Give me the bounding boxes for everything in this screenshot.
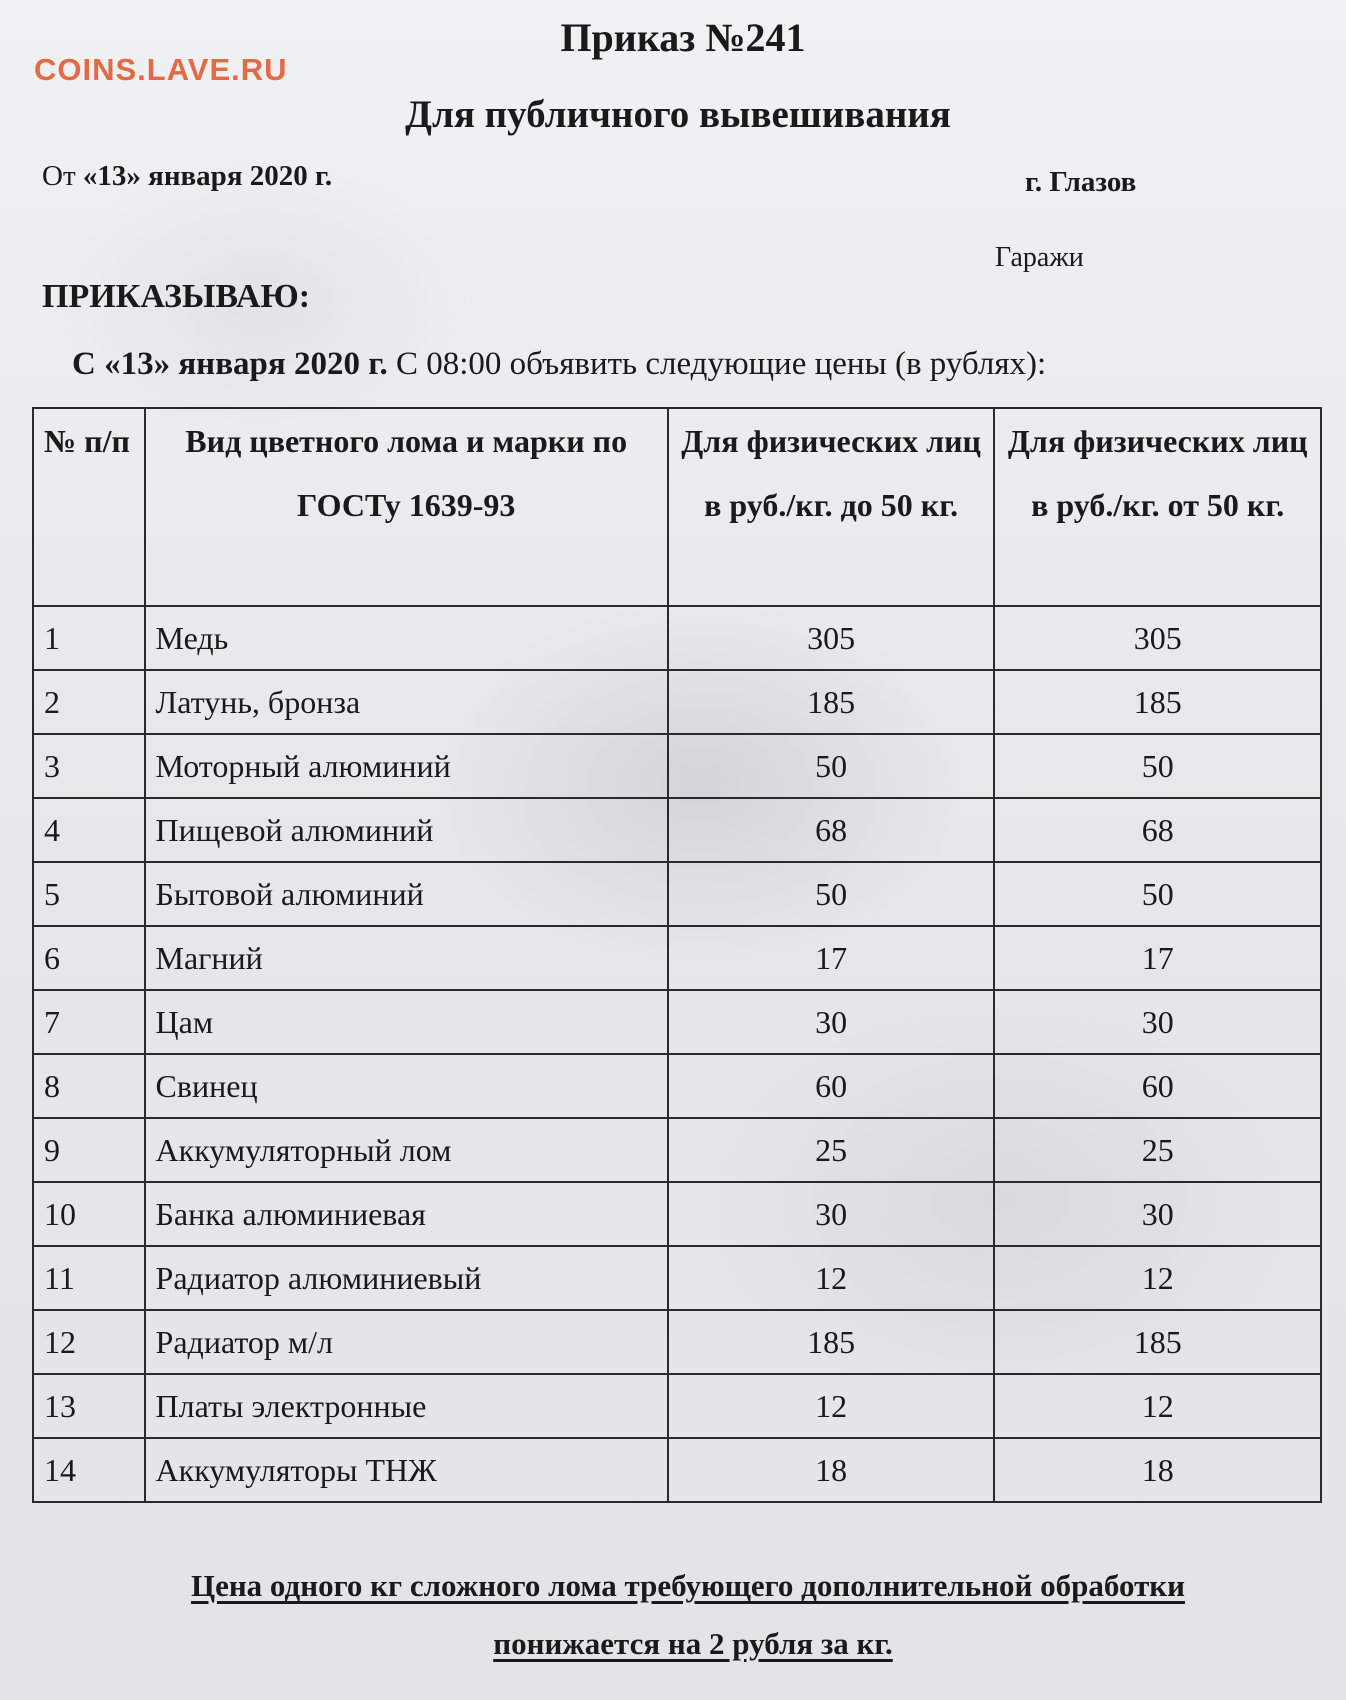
row-price-under-50: 50 xyxy=(668,862,995,926)
row-price-under-50: 185 xyxy=(668,670,995,734)
row-material: Радиатор м/л xyxy=(145,1310,668,1374)
order-city: г. Глазов xyxy=(1025,166,1137,198)
row-material: Латунь, бронза xyxy=(145,670,668,734)
row-price-under-50: 50 xyxy=(668,734,995,798)
order-date xyxy=(42,160,332,193)
order-place: Гаражи xyxy=(995,242,1084,273)
row-price-under-50: 17 xyxy=(668,926,995,990)
header-material: Вид цветного лома и марки по ГОСТу 1639-93 xyxy=(145,408,668,606)
row-number: 4 xyxy=(33,798,145,862)
price-table xyxy=(32,407,1322,1503)
row-price-under-50: 185 xyxy=(668,1310,995,1374)
row-price-under-50: 60 xyxy=(668,1054,995,1118)
row-price-under-50: 12 xyxy=(668,1374,995,1438)
table-row xyxy=(33,606,1321,670)
row-price-under-50: 25 xyxy=(668,1118,995,1182)
row-price-over-50: 185 xyxy=(994,670,1321,734)
row-price-under-50: 30 xyxy=(668,1182,995,1246)
row-number: 1 xyxy=(33,606,145,670)
row-material: Аккумуляторный лом xyxy=(145,1118,668,1182)
row-number: 8 xyxy=(33,1054,145,1118)
row-price-over-50: 60 xyxy=(994,1054,1321,1118)
header-price-over-50: Для физических лиц в руб./кг. от 50 кг. xyxy=(994,408,1321,606)
table-row xyxy=(33,1118,1321,1182)
row-material: Бытовой алюминий xyxy=(145,862,668,926)
row-material: Медь xyxy=(145,606,668,670)
row-material: Моторный алюминий xyxy=(145,734,668,798)
row-price-under-50: 12 xyxy=(668,1246,995,1310)
row-material: Свинец xyxy=(145,1054,668,1118)
table-row xyxy=(33,734,1321,798)
row-material: Банка алюминиевая xyxy=(145,1182,668,1246)
site-watermark: COINS.LAVE.RU xyxy=(34,52,288,87)
table-row xyxy=(33,1438,1321,1502)
table-row xyxy=(33,926,1321,990)
table-row xyxy=(33,1246,1321,1310)
price-note-line-1: Цена одного кг сложного лома требующего дополнительной обработки xyxy=(190,1568,1186,1603)
row-number: 5 xyxy=(33,862,145,926)
table-row xyxy=(33,1182,1321,1246)
table-row xyxy=(33,1374,1321,1438)
order-intro xyxy=(72,346,1046,383)
order-title: Приказ №241 xyxy=(560,15,806,60)
row-price-over-50: 30 xyxy=(994,990,1321,1054)
price-note-line-2: понижается на 2 рубля за кг. xyxy=(493,1626,893,1661)
row-price-over-50: 30 xyxy=(994,1182,1321,1246)
row-number: 7 xyxy=(33,990,145,1054)
intro-text: С 08:00 объявить следующие цены (в рублях): xyxy=(387,346,1047,382)
header-price-under-50: Для физических лиц в руб./кг. до 50 кг. xyxy=(668,408,995,606)
row-price-under-50: 68 xyxy=(668,798,995,862)
date-value: «13» января 2020 г. xyxy=(82,160,333,192)
table-row xyxy=(33,670,1321,734)
row-number: 12 xyxy=(33,1310,145,1374)
row-price-over-50: 50 xyxy=(994,734,1321,798)
table-row xyxy=(33,1054,1321,1118)
row-price-under-50: 30 xyxy=(668,990,995,1054)
row-price-under-50: 305 xyxy=(668,606,995,670)
row-material: Радиатор алюминиевый xyxy=(145,1246,668,1310)
table-row xyxy=(33,862,1321,926)
row-material: Пищевой алюминий xyxy=(145,798,668,862)
row-price-over-50: 18 xyxy=(994,1438,1321,1502)
row-number: 6 xyxy=(33,926,145,990)
table-row xyxy=(33,798,1321,862)
row-number: 9 xyxy=(33,1118,145,1182)
row-price-over-50: 68 xyxy=(994,798,1321,862)
row-number: 3 xyxy=(33,734,145,798)
row-price-over-50: 50 xyxy=(994,862,1321,926)
row-number: 2 xyxy=(33,670,145,734)
row-price-under-50: 18 xyxy=(668,1438,995,1502)
price-table-header xyxy=(33,408,1321,606)
row-number: 14 xyxy=(33,1438,145,1502)
row-price-over-50: 25 xyxy=(994,1118,1321,1182)
table-row xyxy=(33,1310,1321,1374)
table-row xyxy=(33,990,1321,1054)
row-material: Платы электронные xyxy=(145,1374,668,1438)
order-heading: ПРИКАЗЫВАЮ: xyxy=(42,278,311,315)
row-price-over-50: 185 xyxy=(994,1310,1321,1374)
row-number: 13 xyxy=(33,1374,145,1438)
row-price-over-50: 12 xyxy=(994,1374,1321,1438)
header-number: № п/п xyxy=(33,408,145,606)
row-number: 11 xyxy=(33,1246,145,1310)
row-price-over-50: 12 xyxy=(994,1246,1321,1310)
row-material: Магний xyxy=(145,926,668,990)
row-number: 10 xyxy=(33,1182,145,1246)
row-price-over-50: 17 xyxy=(994,926,1321,990)
row-price-over-50: 305 xyxy=(994,606,1321,670)
order-subtitle: Для публичного вывешивания xyxy=(405,93,951,136)
row-material: Цам xyxy=(145,990,668,1054)
date-prefix: От xyxy=(42,160,76,192)
row-material: Аккумуляторы ТНЖ xyxy=(145,1438,668,1502)
intro-date: С «13» января 2020 г. xyxy=(72,346,388,382)
